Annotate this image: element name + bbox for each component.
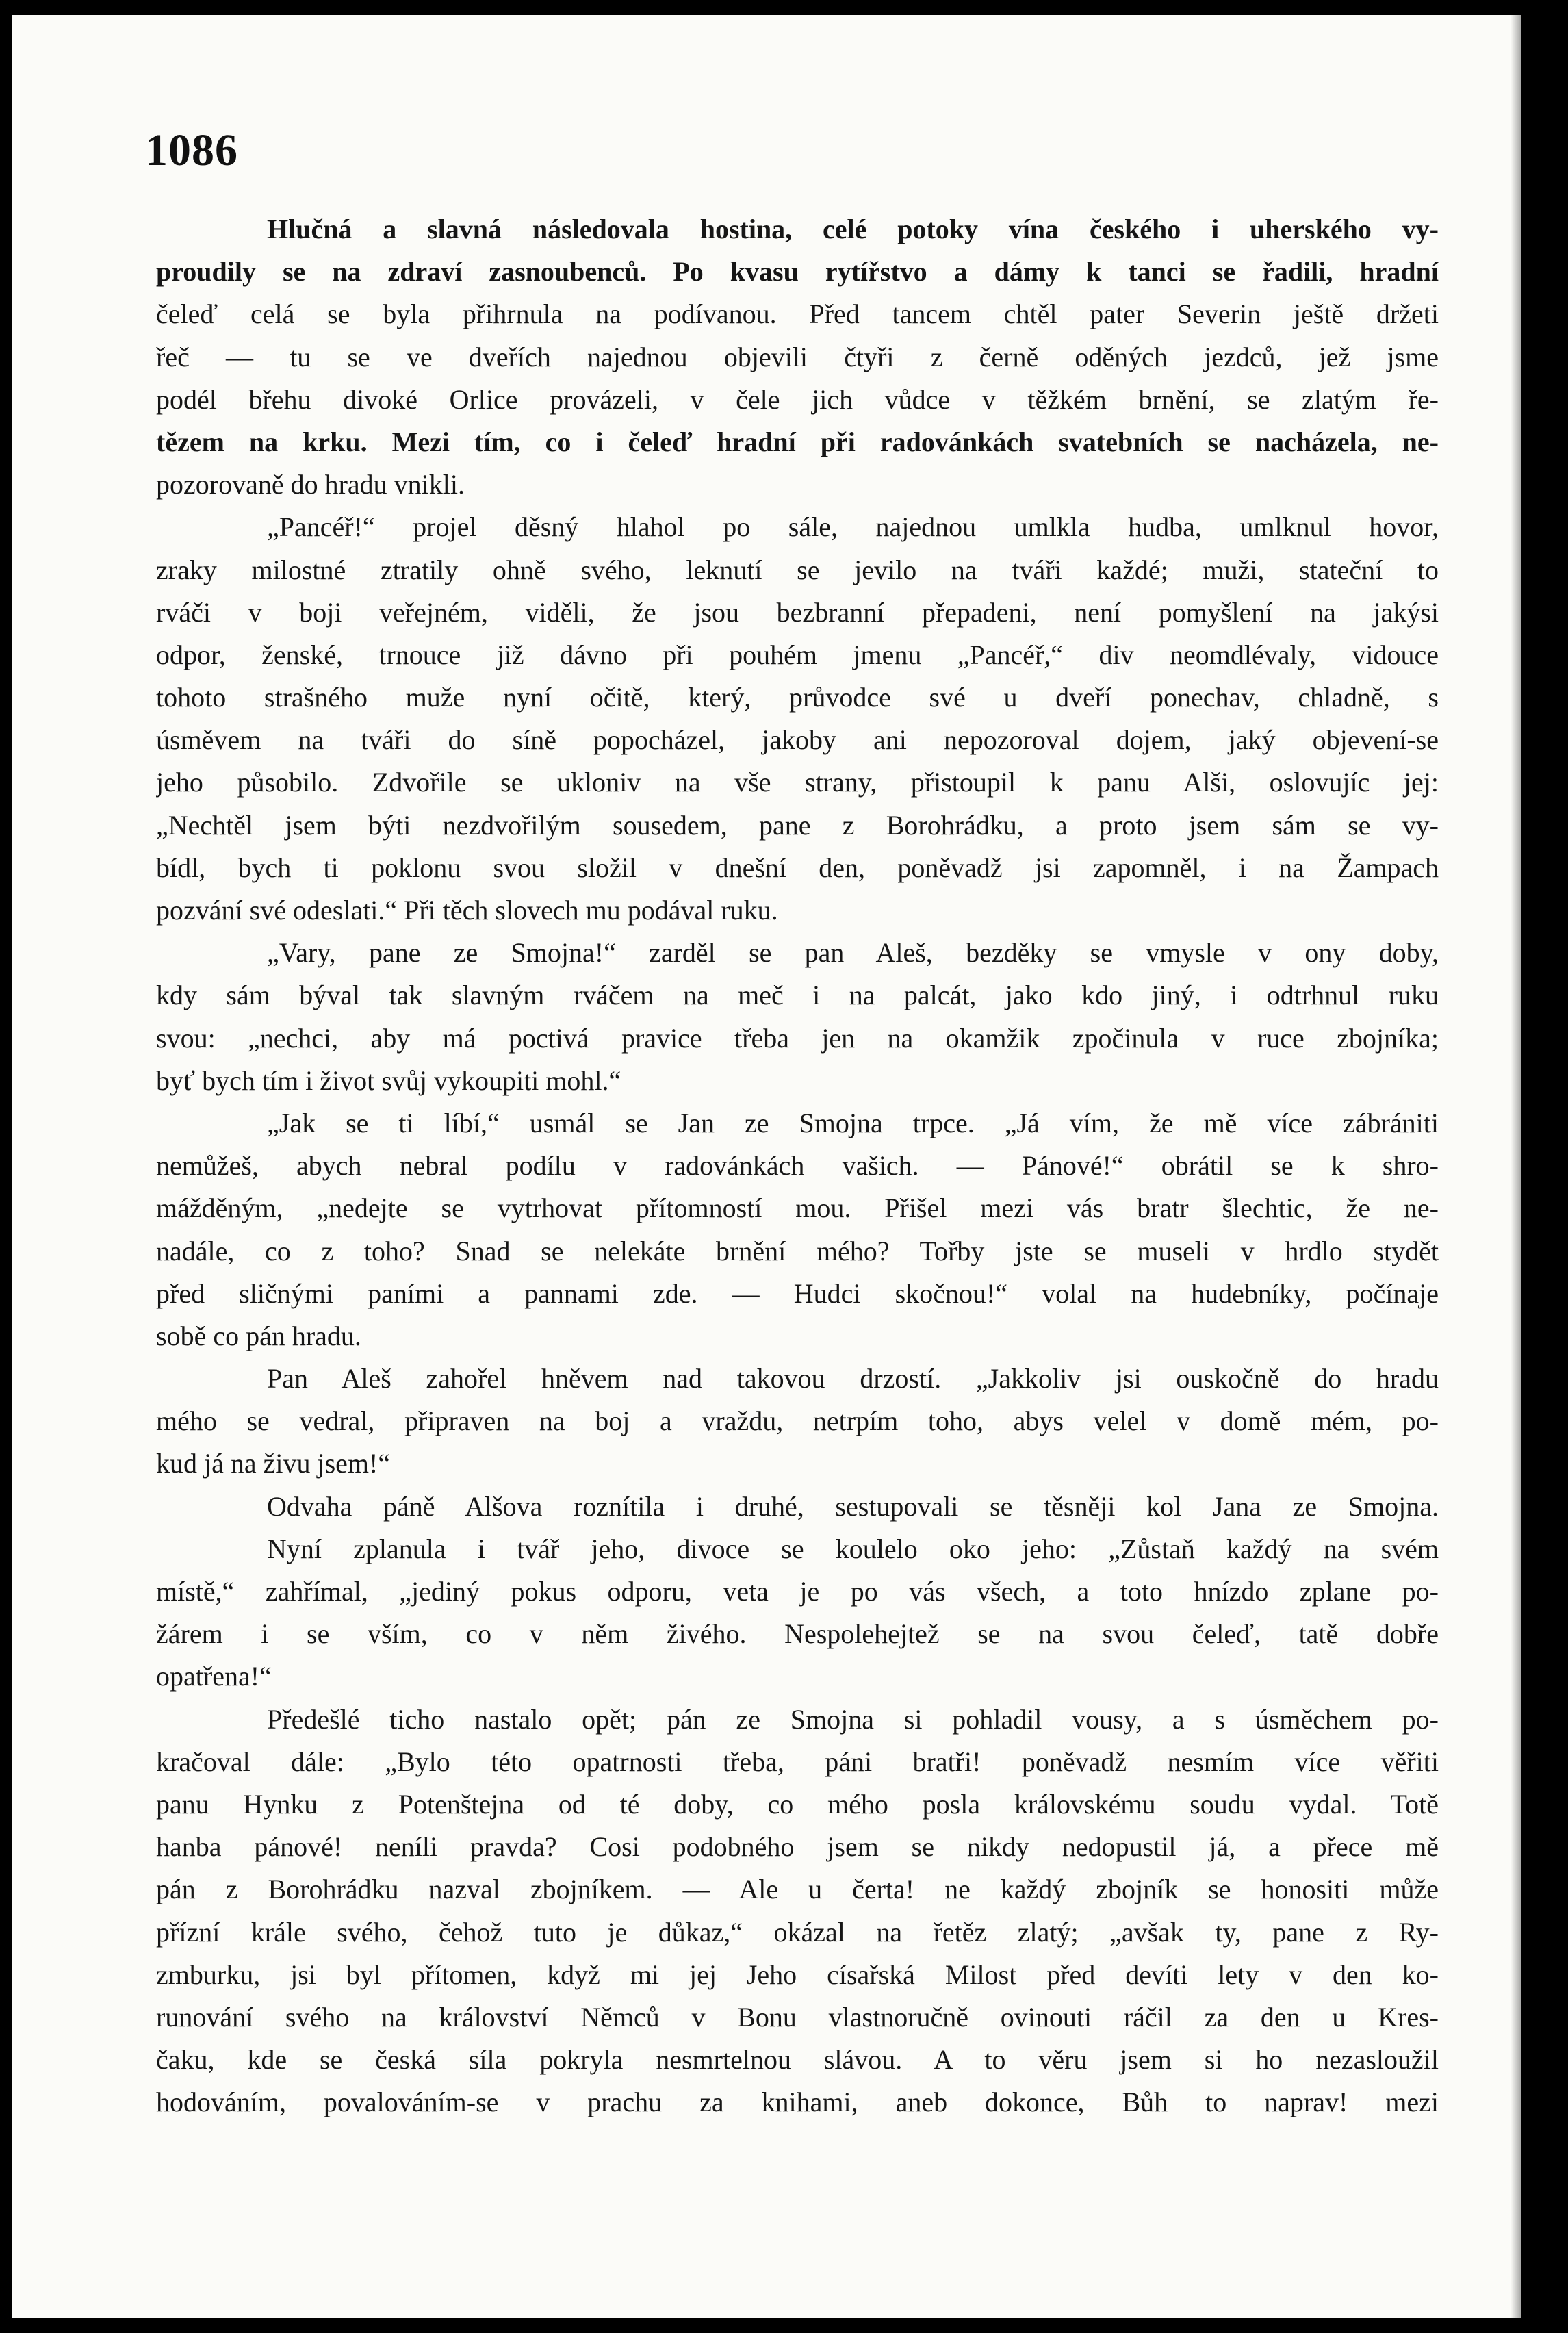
text-line: mého se vedral, připraven na boj a vraždu, netrpím toho, abys velel v domě mém, po- xyxy=(156,1405,1439,1437)
text-line: pozvání své odeslati.“ Při těch slovech mu podával ruku. xyxy=(156,895,778,926)
text-line: „Vary, pane ze Smojna!“ zarděl se pan Aleš, bezděky se vmysle v ony doby, xyxy=(267,937,1439,969)
text-line: kud já na živu jsem!“ xyxy=(156,1448,391,1479)
text-line: úsměvem na tváři do síně popocházel, jakoby ani nepozoroval dojem, jaký objevení-se xyxy=(156,724,1439,756)
text-line: panu Hynku z Potenštejna od té doby, co mého posla královskému soudu vydal. Totě xyxy=(156,1788,1439,1820)
text-line: zraky milostné ztratily ohně svého, leknutí se jevilo na tváři každé; muži, stateční to xyxy=(156,554,1439,585)
text-line: žárem i se vším, co v něm živého. Nespolehejtež se na svou čeleď, tatě dobře xyxy=(156,1618,1439,1650)
text-line: hanba pánové! neníli pravda? Cosi podobného jsem se nikdy nedopustil já, a přece mě xyxy=(156,1831,1439,1863)
text-line: Předešlé ticho nastalo opět; pán ze Smojna si pohladil vousy, a s úsměchem po- xyxy=(267,1703,1439,1735)
text-line: proudily se na zdraví zasnoubenců. Po kvasu rytířstvo a dámy k tanci se řadili, hradní xyxy=(156,256,1439,288)
text-line: Nyní zplanula i tvář jeho, divoce se koulelo oko jeho: „Zůstaň každý na svém xyxy=(267,1533,1439,1564)
text-line: hodováním, povalováním-se v prachu za knihami, aneb dokonce, Bůh to naprav! mezi xyxy=(156,2087,1439,2118)
text-line: „Pancéř!“ projel děsný hlahol po sále, najednou umlkla hudba, umlknul hovor, xyxy=(267,511,1439,543)
text-line: Hlučná a slavná následovala hostina, celé potoky vína českého i uherského vy- xyxy=(267,214,1439,244)
text-line: „Jak se ti líbí,“ usmál se Jan ze Smojna trpce. „Já vím, že mě více zábrániti xyxy=(267,1107,1439,1138)
text-line: bídl, bych ti poklonu svou složil v dnešní den, poněvadž jsi zapomněl, i na Žampach xyxy=(156,852,1439,883)
text-line: „Nechtěl jsem býti nezdvořilým sousedem, pane z Borohrádku, a proto jsem sám se vy- xyxy=(156,809,1439,841)
text-line: před sličnými paními a pannami zde. — Hudci skočnou!“ volal na hudebníky, počínaje xyxy=(156,1277,1439,1309)
text-line: kdy sám býval tak slavným rváčem na meč i na palcát, jako kdo jiný, i odtrhnul ruku xyxy=(156,980,1439,1011)
text-line: čeleď celá se byla přihrnula na podívanou. Před tancem chtěl pater Severin ještě držeti xyxy=(156,298,1439,330)
text-line: rváči v boji veřejném, viděli, že jsou bezbranní přepadeni, není pomyšlení na jakýsi xyxy=(156,596,1439,628)
text-line: nemůžeš, abych nebral podílu v radovánkách vašich. — Pánové!“ obrátil se k shro- xyxy=(156,1150,1439,1182)
text-line: tohoto strašného muže nyní očitě, který, průvodce své u dveří ponechav, chladně, s xyxy=(156,682,1439,713)
book-page xyxy=(12,15,1521,2318)
text-line: kračoval dále: „Bylo této opatrnosti třeba, páni bratři! poněvadž nesmím více věřiti xyxy=(156,1746,1439,1777)
body-text xyxy=(156,208,1439,2124)
text-line: byť bych tím i život svůj vykoupiti mohl.“ xyxy=(156,1064,621,1096)
text-line: opatřena!“ xyxy=(156,1661,272,1692)
page-number: 1086 xyxy=(145,125,238,175)
text-line: podél břehu divoké Orlice provázeli, v čele jich vůdce v těžkém brnění, se zlatým ře- xyxy=(156,383,1439,415)
text-line: pán z Borohrádku nazval zbojníkem. — Ale u čerta! ne každý zbojník se honositi může xyxy=(156,1874,1439,1905)
text-line: nadále, co z toho? Snad se nelekáte brnění mého? Tořby jste se museli v hrdlo stydět xyxy=(156,1235,1439,1266)
text-line: přízní krále svého, čehož tuto je důkaz,“ okázal na řetěz zlatý; „avšak ty, pane z Ry- xyxy=(156,1916,1439,1948)
text-line: sobě co pán hradu. xyxy=(156,1320,361,1351)
text-line: Pan Aleš zahořel hněvem nad takovou drzostí. „Jakkoliv jsi ouskočně do hradu xyxy=(267,1363,1439,1394)
text-line: místě,“ zahřímal, „jediný pokus odporu, veta je po vás všech, a toto hnízdo zplane po- xyxy=(156,1576,1439,1607)
text-line: mážděným, „nedejte se vytrhovat přítomností mou. Přišel mezi vás bratr šlechtic, že ne- xyxy=(156,1193,1439,1224)
text-line: zmburku, jsi byl přítomen, když mi jej Jeho císařská Milost před devíti lety v den ko- xyxy=(156,1959,1439,1990)
text-line: Odvaha páně Alšova roznítila i druhé, sestupovali se těsněji kol Jana ze Smojna. xyxy=(267,1490,1439,1522)
text-line: svou: „nechci, aby má poctivá pravice třeba jen na okamžik zpočinula v ruce zbojníka; xyxy=(156,1022,1439,1054)
text-line: tězem na krku. Mezi tím, co i čeleď hradní při radovánkách svatebních se nacházela, ne- xyxy=(156,426,1439,457)
text-line: pozorovaně do hradu vnikli. xyxy=(156,469,465,500)
text-line: odpor, ženské, trnouce již dávno při pouhém jmenu „Pancéř,“ div neomdlévaly, vidouce xyxy=(156,639,1439,670)
text-line: čaku, kde se česká síla pokryla nesmrtelnou slávou. A to věru jsem si ho nezasloužil xyxy=(156,2044,1439,2076)
text-line: runování svého na království Němců v Bonu vlastnoručně ovinouti ráčil za den u Kres- xyxy=(156,2001,1439,2032)
text-line: jeho působilo. Zdvořile se ukloniv na vše strany, přistoupil k panu Alši, oslovujíc jej: xyxy=(156,767,1439,798)
page-fold-shadow xyxy=(1511,15,1521,2318)
text-line: řeč — tu se ve dveřích najednou objevili čtyři z černě oděných jezdců, jež jsme xyxy=(156,341,1439,372)
